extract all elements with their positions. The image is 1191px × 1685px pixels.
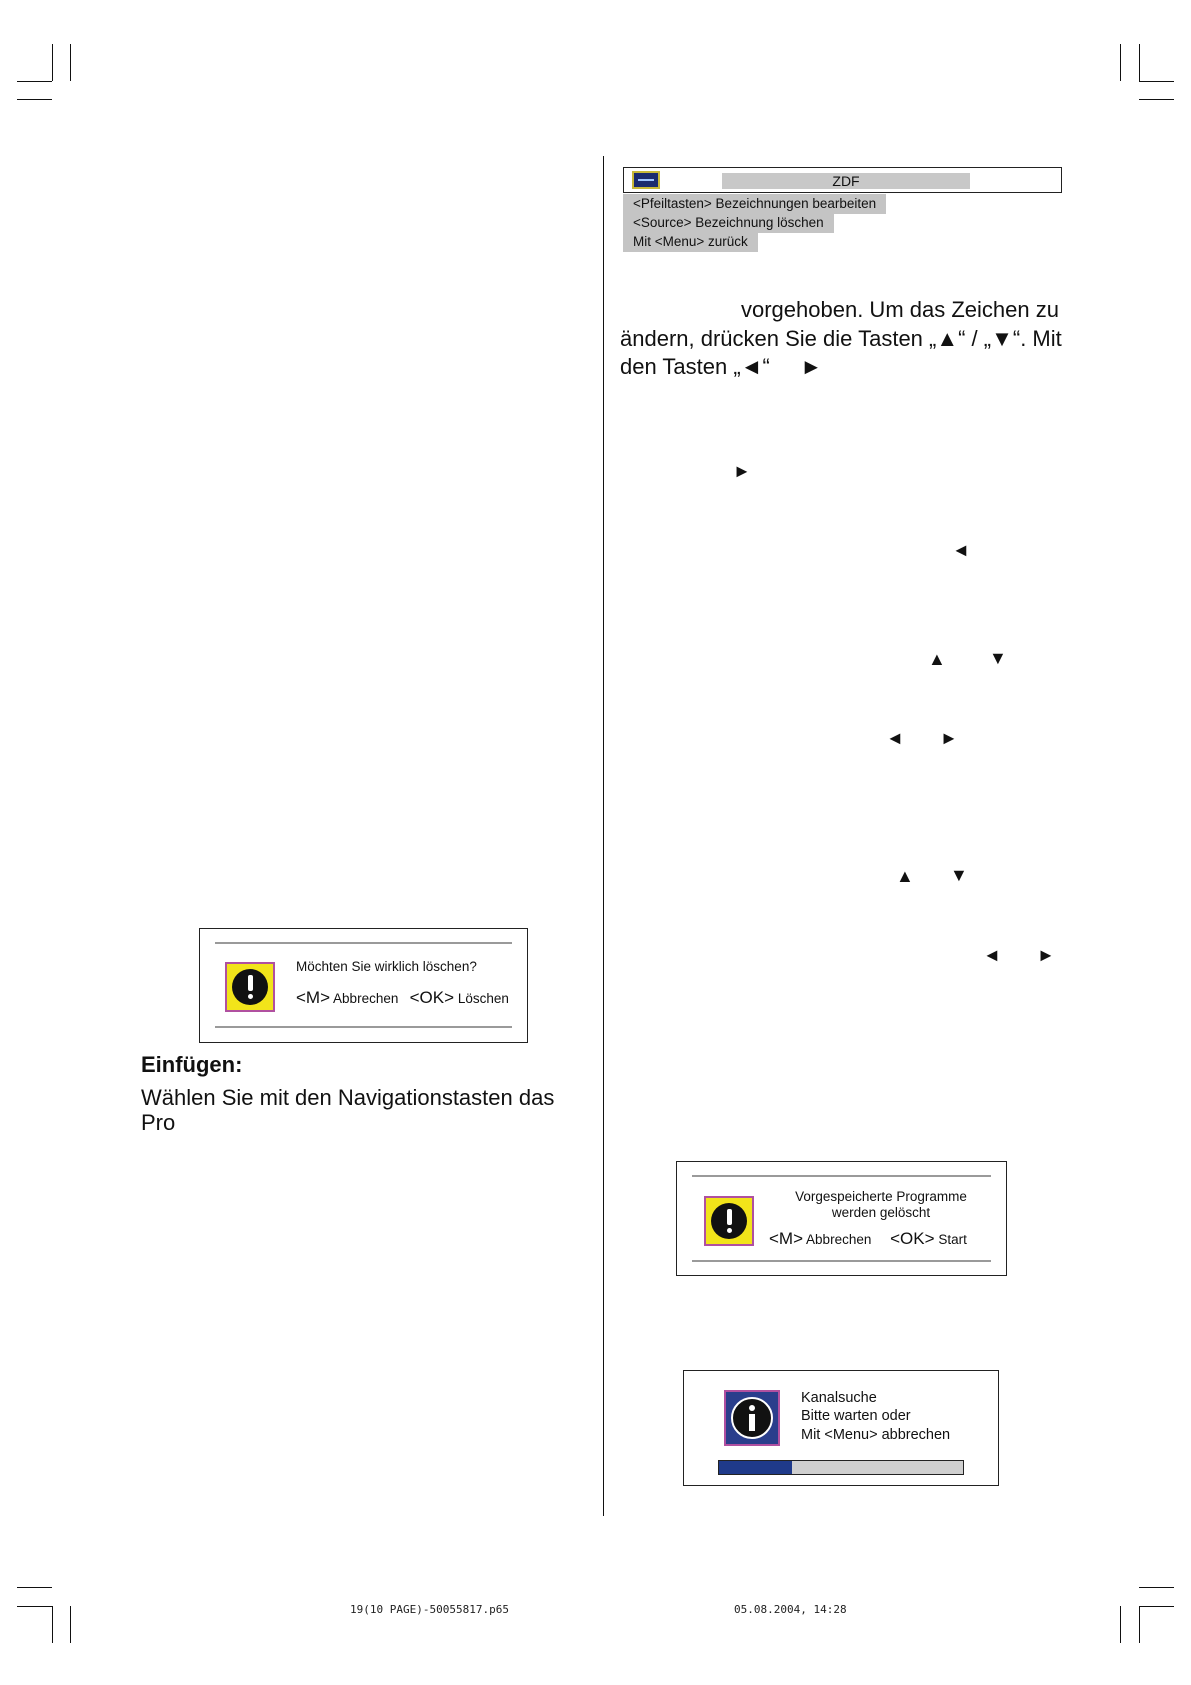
crop-mark (17, 1606, 52, 1607)
body-text-line: Wählen Sie mit den Navigationstasten das (141, 1085, 555, 1110)
delete-confirm-dialog (199, 928, 528, 1043)
warning-icon (225, 962, 275, 1012)
info-icon (724, 1390, 780, 1446)
right-arrow-icon: ► (940, 728, 958, 748)
body-text-line: vorgehoben. Um das Zeichen zu (741, 297, 1059, 322)
cancel-button[interactable]: Abbrechen (806, 1232, 872, 1247)
key-ok-label: <OK> (409, 988, 455, 1007)
hint-menu-back: Mit <Menu> zurück (623, 232, 758, 252)
crop-mark (17, 99, 52, 100)
column-divider (603, 156, 604, 1516)
dialog-message: Bitte warten oder (801, 1408, 911, 1424)
search-progress-bar (718, 1460, 964, 1475)
channel-name-panel (623, 167, 1062, 193)
section-heading: Einfügen: (141, 1052, 243, 1077)
reset-confirm-dialog (676, 1161, 1007, 1276)
crop-mark (17, 81, 52, 82)
crop-mark (52, 1606, 53, 1643)
down-arrow-icon: ▼ (989, 648, 1007, 668)
crop-mark (1139, 44, 1140, 81)
hint-source-key: <Source> Bezeichnung löschen (623, 213, 834, 233)
body-text-line: ändern, drücken Sie die Tasten „▲“ / „▼“. Mit (620, 326, 1062, 351)
crop-mark (1139, 1606, 1174, 1607)
body-text-line: den Tasten „◄“ ► (620, 354, 823, 379)
crop-mark (1139, 1606, 1140, 1643)
right-arrow-icon: ► (1037, 945, 1055, 965)
progress-fill (719, 1461, 792, 1474)
key-m-label: <M> (769, 1229, 804, 1248)
crop-mark (1139, 99, 1174, 100)
left-arrow-icon: ◄ (983, 945, 1001, 965)
menu-icon (632, 171, 660, 189)
crop-mark (70, 1606, 71, 1643)
warning-icon (704, 1196, 754, 1246)
start-button[interactable]: Start (938, 1232, 967, 1247)
crop-mark (17, 1587, 52, 1588)
hint-arrow-keys: <Pfeiltasten> Bezeichnungen bearbeiten (623, 194, 886, 214)
dialog-rule (215, 942, 512, 944)
dialog-message: Vorgespeicherte Programme (795, 1189, 967, 1204)
crop-mark (70, 44, 71, 81)
up-arrow-icon: ▲ (928, 649, 946, 669)
footer-filename: 19(10 PAGE)-50055817.p65 (350, 1603, 509, 1616)
left-arrow-icon: ◄ (952, 540, 970, 560)
dialog-message: werden gelöscht (831, 1205, 931, 1220)
delete-button[interactable]: Löschen (457, 991, 509, 1006)
key-ok-label: <OK> (890, 1229, 935, 1248)
dialog-message: Möchten Sie wirklich löschen? (296, 959, 477, 974)
crop-mark (1120, 44, 1121, 81)
dialog-rule (692, 1260, 991, 1262)
dialog-rule (692, 1175, 991, 1177)
channel-name-field[interactable]: ZDF (722, 173, 970, 189)
crop-mark (1120, 1606, 1121, 1643)
crop-mark (1139, 81, 1174, 82)
right-arrow-icon: ► (733, 461, 751, 481)
crop-mark (52, 44, 53, 81)
cancel-button[interactable]: Abbrechen (333, 991, 399, 1006)
left-arrow-icon: ◄ (886, 728, 904, 748)
dialog-rule (215, 1026, 512, 1028)
dialog-title: Kanalsuche (801, 1390, 877, 1406)
body-text-line: Pro (141, 1110, 176, 1135)
dialog-message: Mit <Menu> abbrechen (801, 1427, 951, 1443)
down-arrow-icon: ▼ (950, 865, 968, 885)
footer-timestamp: 05.08.2004, 14:28 (734, 1603, 847, 1616)
key-m-label: <M> (296, 988, 331, 1007)
channel-search-dialog (683, 1370, 999, 1486)
up-arrow-icon: ▲ (896, 866, 914, 886)
crop-mark (1139, 1587, 1174, 1588)
